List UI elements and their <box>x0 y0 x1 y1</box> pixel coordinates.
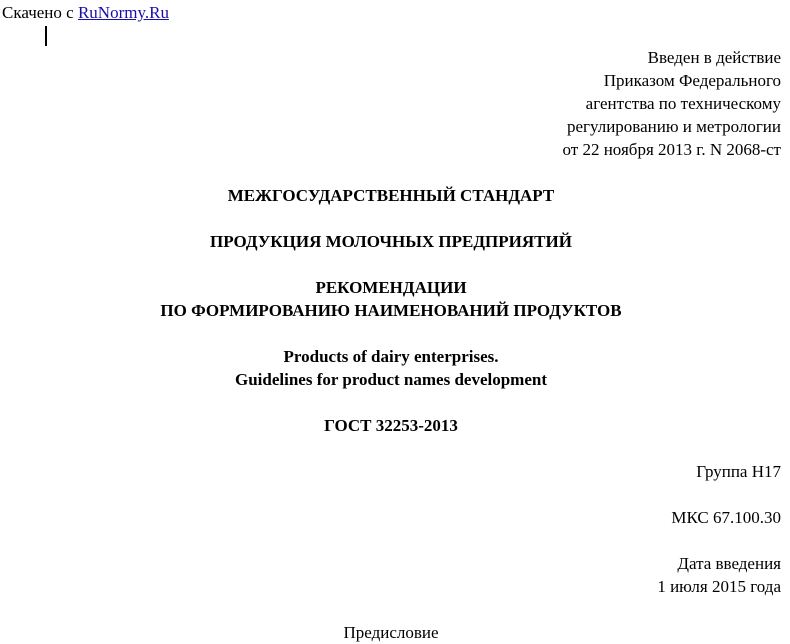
introduction-date-value: 1 июля 2015 года <box>657 577 781 596</box>
product-area-heading: ПРОДУКЦИЯ МОЛОЧНЫХ ПРЕДПРИЯТИЙ <box>210 232 572 251</box>
document-title-line-2: ПО ФОРМИРОВАНИЮ НАИМЕНОВАНИЙ ПРОДУКТОВ <box>160 301 622 320</box>
english-title-line-2: Guidelines for product names development <box>235 370 547 389</box>
english-title <box>0 345 782 391</box>
standard-type-heading: МЕЖГОСУДАРСТВЕННЫЙ СТАНДАРТ <box>227 186 555 205</box>
enactment-line-2: Приказом Федерального <box>603 71 781 90</box>
introduction-date-label: Дата введения <box>677 554 781 573</box>
mks-code: МКС 67.100.30 <box>671 508 781 527</box>
source-link[interactable]: RuNormy.Ru <box>77 3 169 22</box>
download-prefix: Скачено с <box>2 3 78 22</box>
document-title <box>0 276 782 322</box>
download-source-line <box>2 1 169 24</box>
enactment-line-5: от 22 ноября 2013 г. N 2068-ст <box>562 140 781 159</box>
gost-number: ГОСТ 32253-2013 <box>324 416 458 435</box>
enactment-line-1: Введен в действие <box>647 48 781 67</box>
group-code: Группа Н17 <box>696 462 781 481</box>
foreword-heading: Предисловие <box>343 623 439 642</box>
introduction-date-block <box>657 552 781 598</box>
english-title-line-1: Products of dairy enterprises. <box>283 347 499 366</box>
document-title-line-1: РЕКОМЕНДАЦИИ <box>315 278 467 297</box>
enactment-block <box>563 46 782 161</box>
enactment-line-3: агентства по техническому <box>585 94 781 113</box>
enactment-line-4: регулированию и метрологии <box>566 117 781 136</box>
text-cursor <box>45 26 47 46</box>
